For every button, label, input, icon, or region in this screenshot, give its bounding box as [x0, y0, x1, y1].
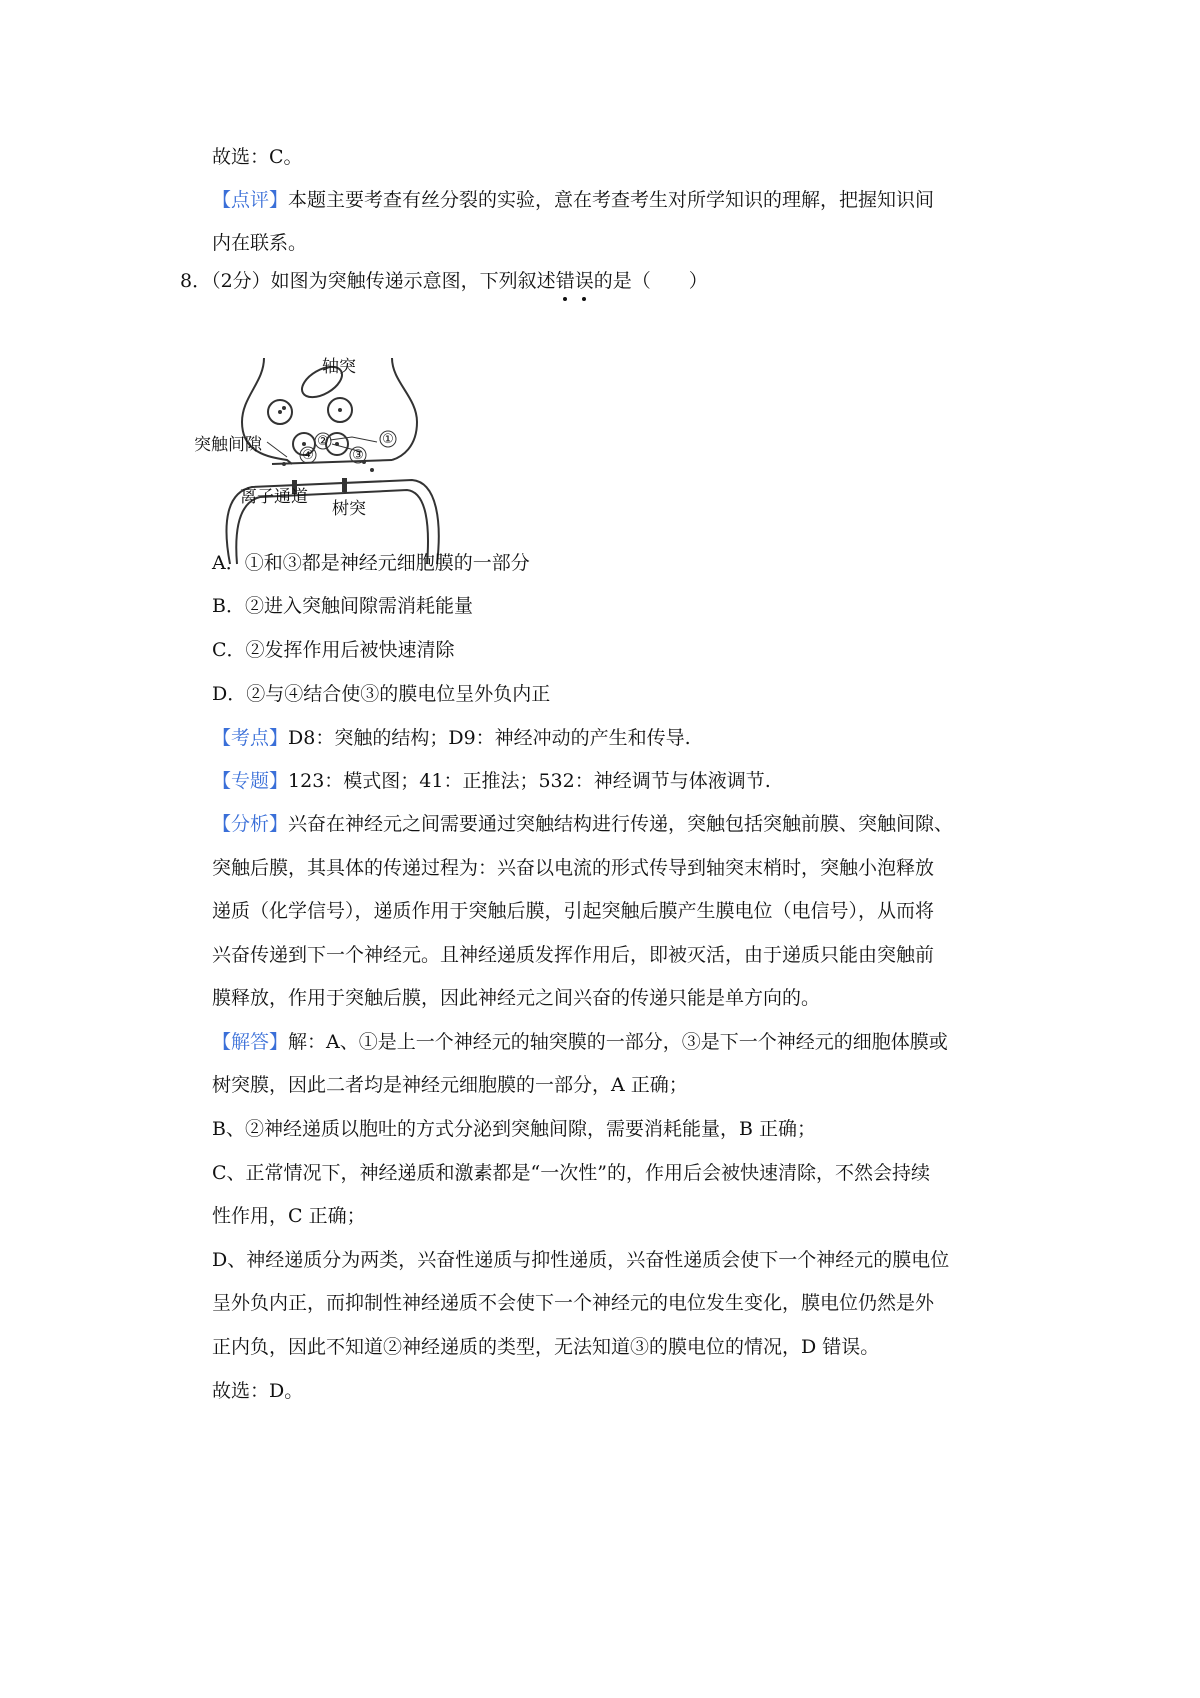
jieda-line-7: 呈外负内正，而抑制性神经递质不会使下一个神经元的电位发生变化，膜电位仍然是外 [212, 1292, 935, 1314]
fenxi-text: 兴奋在神经元之间需要通过突触结构进行传递，突触包括突触前膜、突触间隙、 [288, 813, 954, 835]
question-text-after: 的是（ ） [593, 270, 708, 292]
jieda-line-8: 正内负，因此不知道②神经递质的类型，无法知道③的膜电位的情况，D 错误。 [212, 1336, 880, 1358]
comment-continuation: 内在联系。 [212, 232, 308, 254]
fenxi-line-5: 膜释放，作用于突触后膜，因此神经元之间兴奋的传递只能是单方向的。 [212, 987, 821, 1009]
zhuanti-tag: 【专题】 [212, 770, 289, 792]
label-axon: 轴突 [322, 357, 356, 377]
jieda-line [212, 1029, 948, 1055]
fenxi-tag: 【分析】 [212, 813, 289, 835]
marker-3-label: ③ [352, 448, 364, 463]
option-b: B．②进入突触间隙需消耗能量 [212, 595, 473, 617]
zhuanti-line [212, 768, 771, 794]
zhuanti-text: 123：模式图；41：正推法；532：神经调节与体液调节. [288, 770, 771, 792]
question-emphasis [556, 270, 594, 292]
label-dendrite: 树突 [332, 499, 366, 519]
label-cleft: 突触间隙 [194, 435, 262, 455]
label-ion-channel: 离子通道 [240, 487, 308, 507]
ion-channel [342, 478, 347, 492]
previous-answer: 故选：C。 [212, 146, 303, 168]
comment-tag: 【点评】 [212, 189, 289, 211]
option-a: A．①和③都是神经元细胞膜的一部分 [212, 552, 530, 574]
question-text-before: （2分）如图为突触传递示意图，下列叙述 [211, 270, 556, 292]
kaodian-line [212, 725, 691, 751]
jieda-tag: 【解答】 [212, 1031, 289, 1053]
question-emphasis-text: 错误 [555, 270, 594, 292]
comment-line [212, 187, 934, 213]
question-number: 8． [180, 270, 212, 292]
fenxi-line-4: 兴奋传递到下一个神经元。且神经递质发挥作用后，即被灭活，由于递质只能由突触前 [212, 944, 935, 966]
jieda-line-2: 树突膜，因此二者均是神经元细胞膜的一部分，A 正确； [212, 1074, 688, 1096]
question-line [180, 268, 708, 294]
jieda-line-3: B、②神经递质以胞吐的方式分泌到突触间隙，需要消耗能量，B 正确； [212, 1118, 816, 1140]
kaodian-tag: 【考点】 [212, 727, 289, 749]
marker-2-label: ② [317, 434, 329, 449]
kaodian-text: D8：突触的结构；D9：神经冲动的产生和传导. [288, 727, 691, 749]
jieda-line-6: D、神经递质分为两类，兴奋性递质与抑性递质，兴奋性递质会使下一个神经元的膜电位 [212, 1249, 950, 1271]
option-d: D．②与④结合使③的膜电位呈外负内正 [212, 683, 551, 705]
fenxi-line-3: 递质（化学信号），递质作用于突触后膜，引起突触后膜产生膜电位（电信号），从而将 [212, 900, 935, 922]
emphasis-dot [582, 297, 586, 301]
emphasis-dot [563, 297, 567, 301]
option-c: C．②发挥作用后被快速清除 [212, 639, 455, 661]
jieda-line-4: C、正常情况下，神经递质和激素都是“一次性”的，作用后会被快速清除，不然会持续 [212, 1162, 930, 1184]
marker-4-label: ④ [302, 448, 314, 463]
marker-1-label: ① [382, 432, 394, 447]
comment-text: 本题主要考查有丝分裂的实验，意在考查考生对所学知识的理解，把握知识间 [288, 189, 935, 211]
fenxi-line [212, 811, 953, 837]
jieda-text: 解：A、①是上一个神经元的轴突膜的一部分，③是下一个神经元的细胞体膜或 [288, 1031, 948, 1053]
fenxi-line-2: 突触后膜，其具体的传递过程为：兴奋以电流的形式传导到轴突末梢时，突触小泡释放 [212, 857, 935, 879]
final-answer: 故选：D。 [212, 1380, 304, 1402]
synapse-diagram [194, 352, 462, 567]
jieda-line-5: 性作用，C 正确； [212, 1205, 366, 1227]
